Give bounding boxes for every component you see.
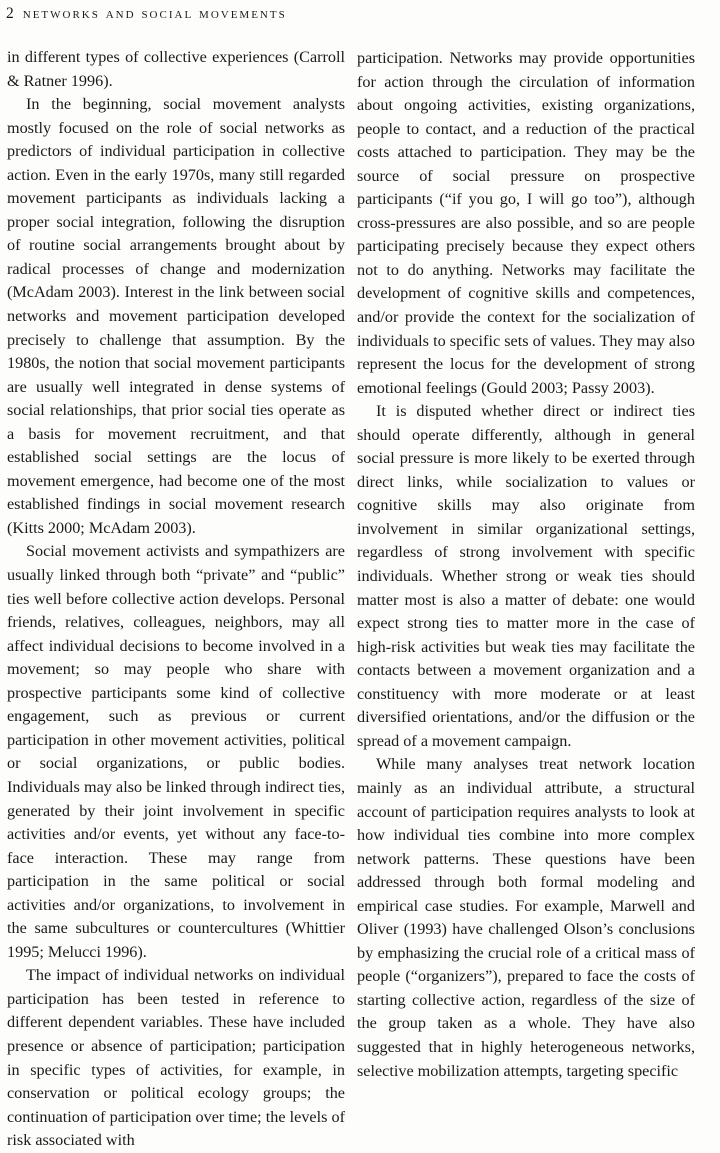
paragraph: It is disputed whether direct or indirect ties should operate differently, although in general social pressure is more likely to be exerted through direct links, while socialization to values or cognitive skills may also originate from involvement in similar organizational settings, regardless of strong involvement with specific individuals. Whether strong or weak ties should matter most is also a matter of debate: one would expect strong ties to matter more in the case of high-risk activities but weak ties may facilitate the contacts between a movement organization and a constituency with more moderate or at least diversified orientations, and/or the diffusion or the spread of a movement campaign.: [357, 402, 695, 750]
paragraph: In the beginning, social movement analysts mostly focused on the role of social networks as predictors of individual participation in collective action. Even in the early 1970s, many still regarded movement participants as individuals lacking a proper social integration, following the disruption of routine social arrangements brought about by radical processes of change and modernization (McAdam 2003). Interest in the link between social networks and movement participation developed precisely to challenge that assumption. By the 1980s, the notion that social movement participants are usually well integrated in dense systems of social relationships, that prior social ties operate as a basis for movement recruitment, and that established social settings are the locus of movement emergence, had become one of the most established findings in social movement research (Kitts 2000; McAdam 2003).: [7, 95, 345, 537]
paragraph: in different types of collective experiences (Carroll & Ratner 1996).: [7, 48, 345, 90]
paragraph: The impact of individual networks on individual participation has been tested in reference to different dependent variables. These have included presence or absence of participation; participation in specific types of activities, for example, in conservation or political ecology groups; the continuation of participation over time; the levels of risk associated with: [7, 966, 345, 1150]
left-column: [7, 46, 345, 1153]
page-number: 2: [6, 5, 14, 22]
paragraph: Social movement activists and sympathizers are usually linked through both “private” and “public” ties well before collective action develops. Personal friends, relatives, colleagues, neighbors, may all affect individual decisions to become involved in a movement; so may people who share with prospective participants some kind of collective engagement, such as previous or current participation in other movement activities, political or social organizations, or public bodies. Individuals may also be linked through indirect ties, generated by their joint involvement in specific activities and/or events, yet without any face-to-face interaction. These may range from participation in the same political or social activities and/or organizations, to involvement in the same subcultures or countercultures (Whittier 1995; Melucci 1996).: [7, 542, 345, 961]
paragraph: participation. Networks may provide opportunities for action through the circulation of information about ongoing activities, existing organizations, people to contact, and a reduction of the practical costs attached to participation. They may be the source of social pressure on prospective participants (“if you go, I will go too”), although cross-pressures are also possible, and so are people participating precisely because they expect others not to do anything. Networks may facilitate the development of cognitive skills and competences, and/or provide the context for the socialization of individuals to specific sets of values. They may also represent the locus for the development of strong emotional feelings (Gould 2003; Passy 2003).: [357, 49, 695, 397]
right-column: [357, 47, 695, 1083]
running-head: [6, 4, 287, 24]
running-title: networks and social movements: [22, 5, 287, 22]
paragraph: While many analyses treat network location mainly as an individual attribute, a structural account of participation requires analysts to look at how individual ties combine into more complex network patterns. These questions have been addressed through both formal modeling and empirical case studies. For example, Marwell and Oliver (1993) have challenged Olson’s conclusions by emphasizing the crucial role of a critical mass of people (“organizers”), prepared to face the costs of starting collective action, regardless of the size of the group taken as a whole. They have also suggested that in highly heterogeneous networks, selective mobilization attempts, targeting specific: [357, 755, 695, 1080]
